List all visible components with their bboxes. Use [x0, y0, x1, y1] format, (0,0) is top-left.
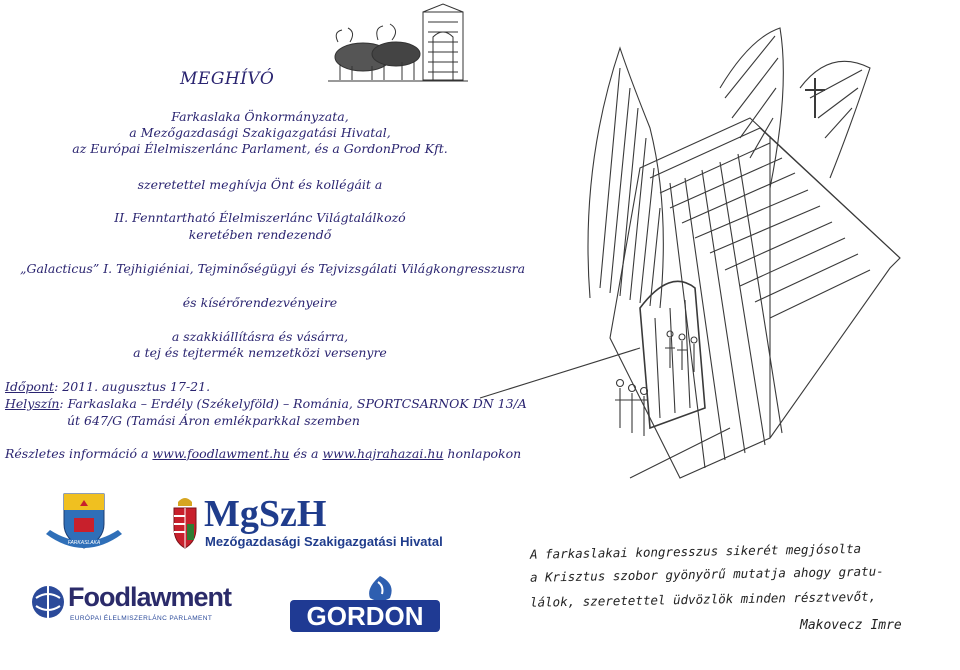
invitation-title: MEGHÍVÓ [180, 69, 275, 89]
foodlawment-globe-icon [30, 584, 66, 620]
foodlawment-logo-name: Foodlawment [68, 582, 231, 612]
handwriting-signature: Makovecz Imre [800, 618, 902, 633]
crest-ribbon-text: FARKASLAKA [67, 540, 101, 546]
gordon-logo-name: GORDON [290, 600, 440, 632]
venue-value: : Farkaslaka – Erdély (Székelyföld) – Románia, SPORTCSARNOK DN 13/A [59, 396, 527, 411]
mgszh-logo-name: MgSzH [204, 493, 327, 535]
event-line-1: II. Fenntartható Élelmiszerlánc Világtalálkozó [114, 210, 406, 225]
church-sketch [470, 8, 960, 488]
organizer-2: a Mezőgazdasági Szakigazgatási Hivatal, [129, 125, 391, 140]
date-label: Időpont [5, 379, 55, 394]
venue-line-2: út 647/G (Tamási Áron emlékparkkal szemben [67, 413, 360, 428]
congress-line: „Galacticus” I. Tejhigiéniai, Tejminőségügyi és Tejvizsgálati Világkongresszusra [20, 261, 526, 276]
foodlawment-link[interactable]: www.foodlawment.hu [152, 446, 290, 461]
side-events-line: és kísérőrendezvényeire [182, 295, 338, 310]
ox-gate-engraving [328, 2, 472, 84]
hajrahazai-link[interactable]: www.hajrahazai.hu [322, 446, 444, 461]
date-line [5, 379, 210, 395]
exhibition-line-2: a tej és tejtermék nemzetközi versenyre [133, 345, 387, 360]
venue-line [5, 396, 527, 412]
mgszh-logo-full-name: Mezőgazdasági Szakigazgatási Hivatal [205, 534, 443, 549]
organizer-3: az Európai Élelmiszerlánc Parlament, és a GordonProd Kft. [72, 141, 448, 156]
gordon-logo [290, 574, 440, 634]
handwriting-line-3: lálok, szeretettel üdvözlök minden résztvevőt, [529, 588, 877, 610]
event-line-2: keretében rendezendő [188, 227, 332, 242]
foodlawment-logo-subtitle: EURÓPAI ÉLELMISZERLÁNC PARLAMENT [70, 615, 213, 622]
invite-line: szeretettel meghívja Önt és kollégáit a [137, 177, 383, 192]
farkaslaka-crest-logo [40, 490, 128, 556]
hungarian-coat-of-arms-icon [170, 494, 200, 550]
handwritten-dedication [530, 540, 955, 668]
exhibition-line-1: a szakkiállításra és vásárra, [171, 329, 349, 344]
info-line: Részletes információ a www.foodlawment.hu és a www.hajrahazai.hu honlapokon [5, 446, 522, 461]
handwriting-line-2: a Krisztus szobor gyönyörű mutatja ahogy gratu- [529, 563, 884, 585]
date-value: : 2011. augusztus 17-21. [54, 379, 211, 394]
foodlawment-logo [30, 582, 230, 632]
venue-label: Helyszín [5, 396, 60, 411]
organizer-1: Farkaslaka Önkormányzata, [171, 109, 349, 124]
handwriting-line-1: A farkaslakai kongresszus sikerét megjósolta [529, 540, 862, 562]
